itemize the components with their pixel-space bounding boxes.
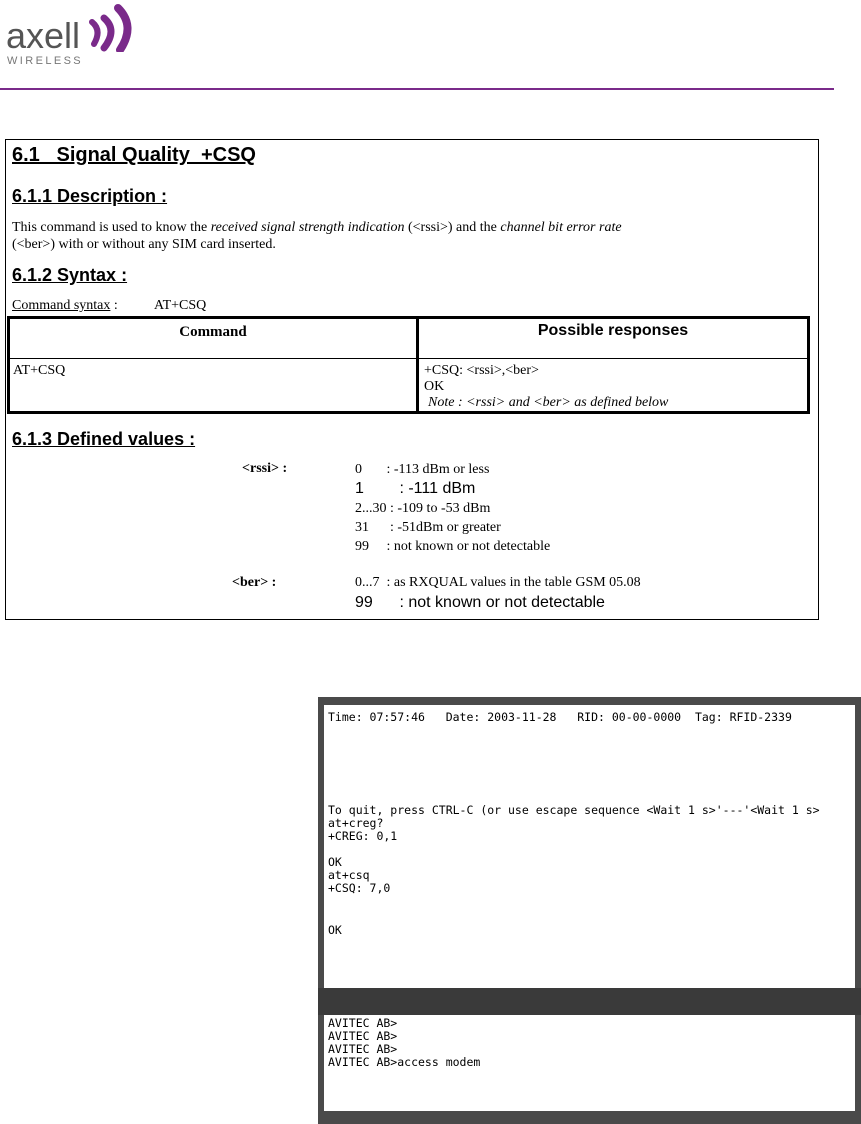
terminal-divider-bar [318, 988, 861, 1015]
terminal-console [324, 1015, 855, 1111]
table-header-responses: Possible responses [537, 322, 689, 339]
logo-subtitle: WIRELESS [7, 55, 84, 67]
terminal-line: OK [328, 923, 342, 937]
terminal-line: at+csq [328, 868, 370, 882]
response-note: Note : <rssi> and <ber> as defined below [428, 395, 669, 410]
table-header-command: Command [179, 324, 247, 340]
table-cell-command: AT+CSQ [13, 363, 66, 378]
terminal-status-line: Time: 07:57:46 Date: 2003-11-28 RID: 00-00-0000 Tag: RFID-2339 [328, 710, 792, 724]
terminal-output [324, 705, 855, 988]
rssi-value-row: 31 : -51dBm or greater [355, 520, 501, 535]
console-line: AVITEC AB> [328, 1029, 398, 1043]
terminal-line: +CREG: 0,1 [328, 829, 398, 843]
rssi-value-row: 2...30 : -109 to -53 dBm [355, 501, 491, 516]
rssi-value-row: 0 : -113 dBm or less [355, 462, 490, 477]
console-line: AVITEC AB> [328, 1016, 398, 1030]
section-title: 6.1 Signal Quality +CSQ [12, 144, 256, 166]
logo-wordmark: axell [6, 15, 81, 56]
terminal-line: +CSQ: 7,0 [328, 881, 391, 895]
ber-label: <ber> : [232, 575, 277, 590]
rssi-value-row: 99 : not known or not detectable [355, 539, 551, 554]
command-table [7, 316, 810, 414]
terminal-screenshot [318, 697, 861, 1124]
console-line: AVITEC AB>access modem [328, 1055, 481, 1069]
table-cell-responses: +CSQ: <rssi>,<ber> OK Note : <rssi> and <ber> as defined below [424, 363, 669, 410]
syntax-label: Command syntax [12, 298, 111, 313]
syntax-heading: 6.1.2 Syntax : [12, 265, 128, 285]
terminal-line: To quit, press CTRL-C (or use escape sequence <Wait 1 s>'---'<Wait 1 s> [328, 803, 820, 817]
company-logo [6, 0, 146, 76]
ber-value-row: 0...7 : as RXQUAL values in the table GSM 05.08 [355, 575, 641, 590]
description-text: This command is used to know the received signal strength indication (<rssi>) and the channel bit error rate (<ber>) with or without any SIM card inserted. [12, 220, 622, 252]
defined-values-heading: 6.1.3 Defined values : [12, 429, 196, 449]
rssi-value-row: 1 : -111 dBm [355, 480, 476, 497]
console-line: AVITEC AB> [328, 1042, 398, 1056]
header-divider [0, 88, 834, 90]
logo-chevrons-icon [88, 0, 144, 52]
command-syntax-line: Command syntax : AT+CSQ [12, 298, 207, 313]
terminal-line: OK [328, 855, 342, 869]
ber-value-row: 99 : not known or not detectable [355, 594, 605, 611]
rssi-label: <rssi> : [242, 461, 288, 476]
description-heading: 6.1.1 Description : [12, 186, 168, 206]
spec-excerpt [5, 139, 819, 620]
terminal-line: at+creg? [328, 816, 384, 830]
syntax-value: AT+CSQ [154, 298, 207, 313]
